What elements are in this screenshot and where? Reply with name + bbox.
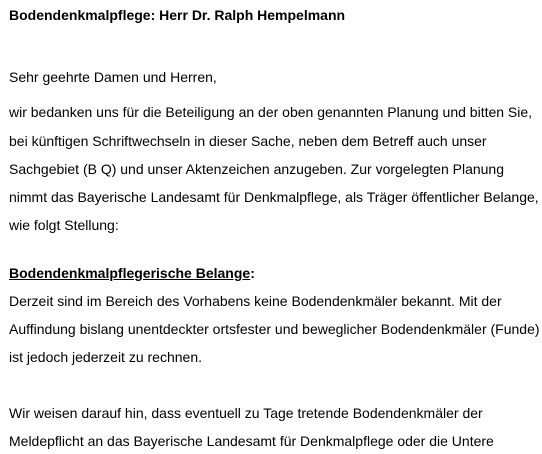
page-title: Bodendenkmalpflege: Herr Dr. Ralph Hempelmann [9, 7, 346, 23]
intro-line: Sachgebiet (B Q) und unser Aktenzeichen anzugeben. Zur vorgelegten Planung [9, 161, 504, 177]
section-line: Auffindung bislang unentdeckter ortsfester und beweglicher Bodendenkmäler (Funde) [9, 321, 540, 337]
section-heading [9, 264, 255, 282]
notice-line: Meldepflicht an das Bayerische Landesamt für Denkmalpflege oder die Untere [9, 433, 494, 449]
intro-line: wir bedanken uns für die Beteiligung an der oben genannten Planung und bitten Sie, [9, 104, 533, 120]
section-heading-colon: : [250, 265, 255, 281]
intro-line: nimmt das Bayerische Landesamt für Denkmalpflege, als Träger öffentlicher Belange, [9, 189, 539, 205]
intro-line: wie folgt Stellung: [9, 217, 119, 233]
section-line: Derzeit sind im Bereich des Vorhabens keine Bodendenkmäler bekannt. Mit der [9, 293, 502, 309]
intro-line: bei künftigen Schriftwechseln in dieser Sache, neben dem Betreff auch unser [9, 133, 487, 149]
section-heading-text: Bodendenkmalpflegerische Belange [9, 265, 251, 281]
notice-line: Wir weisen darauf hin, dass eventuell zu Tage tretende Bodendenkmäler der [9, 405, 483, 421]
section-line: ist jedoch jederzeit zu rechnen. [9, 349, 202, 365]
salutation: Sehr geehrte Damen und Herren, [9, 69, 217, 85]
